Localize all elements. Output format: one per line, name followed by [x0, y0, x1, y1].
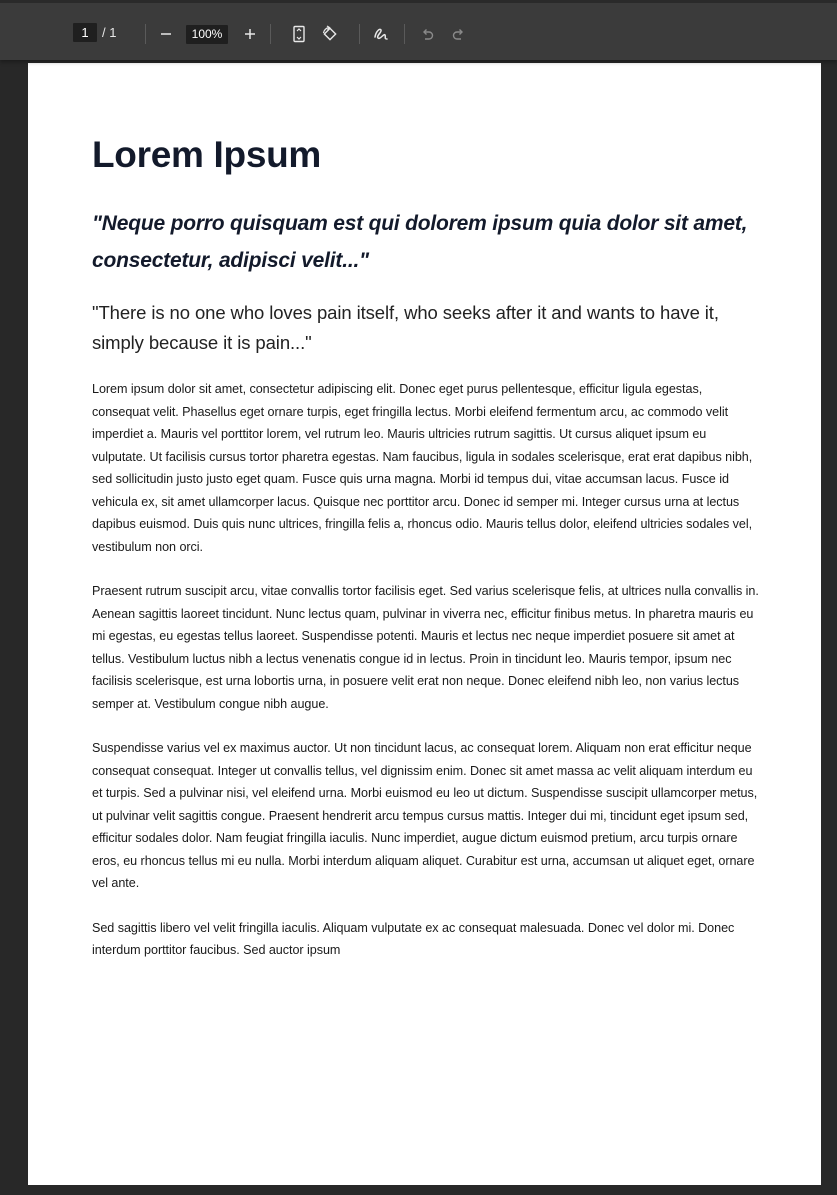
- toolbar-divider: [404, 24, 405, 44]
- document-quote: "Neque porro quisquam est qui dolorem ipsum quia dolor sit amet, consectetur, adipisci velit...": [92, 212, 748, 272]
- document-title: Lorem Ipsum: [92, 134, 322, 175]
- document-subtitle: "There is no one who loves pain itself, who seeks after it and wants to have it, simply because it is pain...": [92, 302, 719, 353]
- page-count-label: / 1: [102, 25, 117, 40]
- undo-icon: [419, 26, 435, 42]
- zoom-level-input[interactable]: 100%: [186, 25, 228, 44]
- zoom-in-button[interactable]: [239, 23, 261, 45]
- toolbar-divider: [145, 24, 146, 44]
- redo-icon: [451, 26, 467, 42]
- document-paragraph: Sed sagittis libero vel velit fringilla iaculis. Aliquam vulputate ex ac consequat malesuada. Donec vel dolor mi. Donec interdum porttitor faucibus. Sed auctor ipsum: [92, 920, 735, 957]
- plus-icon: [243, 27, 257, 41]
- pdf-toolbar: [0, 0, 837, 60]
- fit-page-icon: [292, 25, 306, 43]
- toolbar-divider: [359, 24, 360, 44]
- toolbar-divider: [270, 24, 271, 44]
- minus-icon: [159, 27, 173, 41]
- document-paragraph: Suspendisse varius vel ex maximus auctor. Ut non tincidunt lacus, ac consequat lorem. Aliquam non erat efficitur neque consequat consequat. Integer ut convallis tellus, vel dignissim enim. Donec sit amet massa ac velit aliquam interdum eu et turpis. Sed a pulvinar nisi, vel eleifend urna. Morbi euismod eu leo ut dictum. Suspendisse suscipit ullamcorper metus, ut pulvinar velit sagittis congue. Praesent hendrerit arcu tempus cursus mattis. Integer dui mi, tincidunt eget ipsum sed, efficitur sodales dolor. Nam feugiat fringilla iaculis. Nunc imperdiet, augue dictum euismod pretium, arcu turpis ornare eros, eu rhoncus tellus mi eu nulla. Morbi interdum aliquam aliquet. Curabitur est urna, accumsan ut aliquet eget, ornare vel ante.: [92, 741, 758, 890]
- rotate-icon: [320, 25, 340, 43]
- draw-button[interactable]: [370, 23, 392, 45]
- page-number-input[interactable]: 1: [73, 23, 97, 42]
- document-paragraph: Lorem ipsum dolor sit amet, consectetur adipiscing elit. Donec eget purus pellentesque, efficitur ligula egestas, consequat velit. Phasellus eget ornare turpis, eget fringilla lectus. Morbi eleifend fermentum arcu, ac commodo velit imperdiet a. Mauris vel porttitor lorem, vel rutrum leo. Mauris ultricies rutrum sagittis. Ut cursus aliquet ipsum eu vulputate. Ut facilisis cursus tortor pharetra egestas. Nam faucibus, ligula in sodales scelerisque, erat erat dapibus nibh, sed sollicitudin justo justo eget quam. Fusce quis urna magna. Morbi id tempus dui, vitae accumsan lacus. Fusce id vehicula ex, sit amet ullamcorper lacus. Quisque nec porttitor arcu. Donec id semper mi. Integer cursus urna at lectus dapibus euismod. Duis quis nunc ultrices, fringilla felis a, rhoncus odio. Mauris tellus dolor, eleifend ultricies sodales vel, vestibulum non orci.: [92, 382, 753, 554]
- undo-button[interactable]: [416, 23, 438, 45]
- fit-page-button[interactable]: [288, 23, 310, 45]
- zoom-out-button[interactable]: [155, 23, 177, 45]
- document-paragraph: Praesent rutrum suscipit arcu, vitae convallis tortor facilisis eget. Sed varius scelerisque felis, at ultrices nulla convallis in. Aenean sagittis laoreet tincidunt. Nunc lectus quam, pulvinar in viverra nec, efficitur finibus metus. In pharetra mauris eu mi egestas, eu egestas tellus laoreet. Suspendisse potenti. Mauris et lectus nec neque imperdiet posuere sit amet at tellus. Vestibulum luctus nibh a lectus venenatis congue id in lectus. Proin in tincidunt leo. Mauris tempor, ipsum nec facilisis scelerisque, est urna lobortis urna, in posuere velit erat non neque. Donec eleifend nibh leo, non varius lectus semper at. Vestibulum congue nibh augue.: [92, 584, 759, 711]
- rotate-button[interactable]: [319, 23, 341, 45]
- pdf-page: [28, 63, 821, 1185]
- draw-icon: [372, 25, 390, 43]
- redo-button[interactable]: [448, 23, 470, 45]
